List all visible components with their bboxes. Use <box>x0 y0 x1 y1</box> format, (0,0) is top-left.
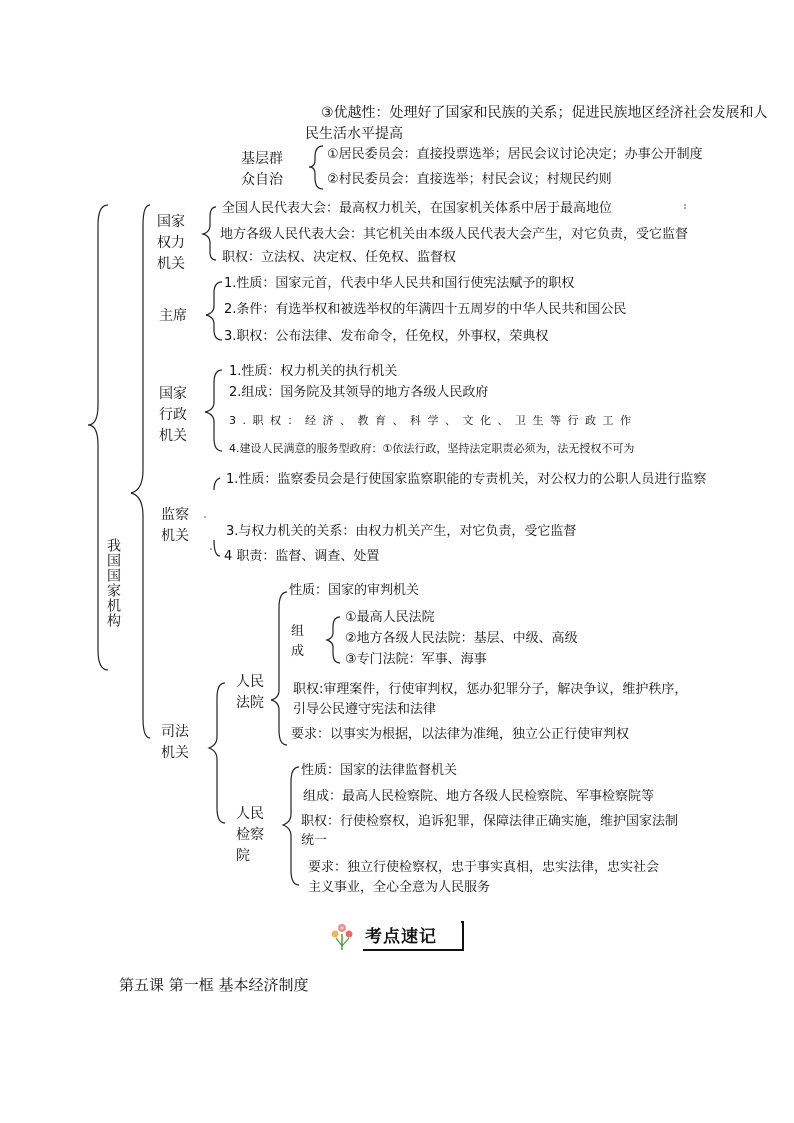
court-composition-label: 组成 <box>291 624 305 659</box>
admin-organ-label: 国家行政机关 <box>159 386 187 444</box>
power-organ-label: 国家权力机关 <box>157 214 185 272</box>
judicial-label: 司法机关 <box>161 724 189 761</box>
court-duties-line-1: 职权:审理案件，行使审判权，惩办犯罪分子，解决争议，维护秩序， <box>293 682 688 697</box>
admin-duties: 3.职权：经济、教育、科学、文化、卫生等行政工作 <box>229 414 638 427</box>
supervision-relation: 3.与权力机关的关系：由权力机关产生，对它负责，受它监督 <box>226 524 577 539</box>
bracket-supervision-top <box>214 478 220 490</box>
superiority-line-2: 民生活水平提高 <box>305 126 403 142</box>
president-nature: 1.性质：国家元首，代表中华人民共和国行使宪法赋予的职权 <box>224 276 575 291</box>
bracket-level2 <box>131 205 150 738</box>
bracket-power <box>203 207 216 260</box>
root-label: 我国国家机构 <box>105 538 121 628</box>
power-local: 地方各级人民代表大会：其它机关由本级人民代表大会产生，对它负责，受它监督 <box>220 227 689 242</box>
village-committee: ②村民委员会：直接选举；村民会议；村规民约则 <box>327 172 612 187</box>
supervision-duties: 4 职责：监督、调查、处置 <box>224 549 380 564</box>
admin-nature: 1.性质：权力机关的执行机关 <box>229 364 398 379</box>
court-supreme: ①最高人民法院 <box>345 610 435 625</box>
power-duties: 职权：立法权、决定权、任免权、监督权 <box>222 250 457 265</box>
procuratorate-duties-line-2: 统一 <box>301 833 328 848</box>
bracket-procuratorate <box>283 767 299 885</box>
president-condition: 2.条件：有选举权和被选举权的年满四十五周岁的中华人民共和国公民 <box>224 302 627 317</box>
bracket-admin <box>205 370 222 451</box>
procuratorate-composition: 组成：最高人民检察院、地方各级人民检察院、军事检察院等 <box>303 789 655 804</box>
court-special: ③专门法院：军事、海事 <box>345 652 487 667</box>
bracket-president <box>206 282 222 340</box>
procuratorate-requirement-line-1: 要求：独立行使检察权，忠于事实真相，忠实法律，忠实社会 <box>308 860 660 875</box>
grassroots-label: 基层群众自治 <box>241 151 283 188</box>
court-local: ②地方各级人民法院：基层、中级、高级 <box>345 631 578 646</box>
admin-service: 4.建设人民满意的服务型政府：①依法行政，坚持法定职责必须为，法无授权不可为 <box>229 442 635 455</box>
president-label: 主席 <box>159 308 187 324</box>
court-nature: 性质：国家的审判机关 <box>289 583 420 598</box>
superiority-line-1: ③优越性：处理好了国家和民族的关系；促进民族地区经济社会发展和人 <box>321 105 768 121</box>
supervision-label: 监察机关 <box>161 507 189 544</box>
court-requirement: 要求：以事实为根据，以法律为准绳，独立公正行使审判权 <box>291 727 630 742</box>
bracket-judicial <box>209 683 225 823</box>
procuratorate-nature: 性质：国家的法律监督机关 <box>301 763 458 778</box>
key-points-title: 考点速记 <box>365 927 437 947</box>
bracket-supervision-bottom <box>214 540 220 556</box>
bracket-court-composition <box>327 617 340 663</box>
admin-composition: 2.组成：国务院及其领导的地方各级人民政府 <box>229 385 489 400</box>
president-duties: 3.职权：公布法律、发布命令，任免权，外事权，荣典权 <box>224 329 549 344</box>
lesson-title: 第五课 第一框 基本经济制度 <box>119 976 309 994</box>
procuratorate-duties-line-1: 职权：行使检察权，追诉犯罪，保障法律正确实施，维护国家法制 <box>301 814 679 829</box>
resident-committee: ①居民委员会：直接投票选举；居民会议讨论决定；办事公开制度 <box>327 147 703 162</box>
supervision-nature: 1.性质：监察委员会是行使国家监察职能的专责机关，对公权力的公职人员进行监察 <box>226 472 707 487</box>
power-npc: 全国人民代表大会：最高权力机关，在国家机关体系中居于最高地位 <box>222 201 613 216</box>
procuratorate-requirement-line-2: 主义事业，全心全意为人民服务 <box>308 880 491 895</box>
flower-icon <box>332 924 353 950</box>
procuratorate-label: 人民检察院 <box>236 806 264 864</box>
bracket-grassroots <box>309 146 323 189</box>
court-label: 人民法院 <box>236 674 264 711</box>
bracket-court <box>271 592 287 745</box>
court-duties-line-2: 引导公民遵守宪法和法律 <box>293 702 437 717</box>
